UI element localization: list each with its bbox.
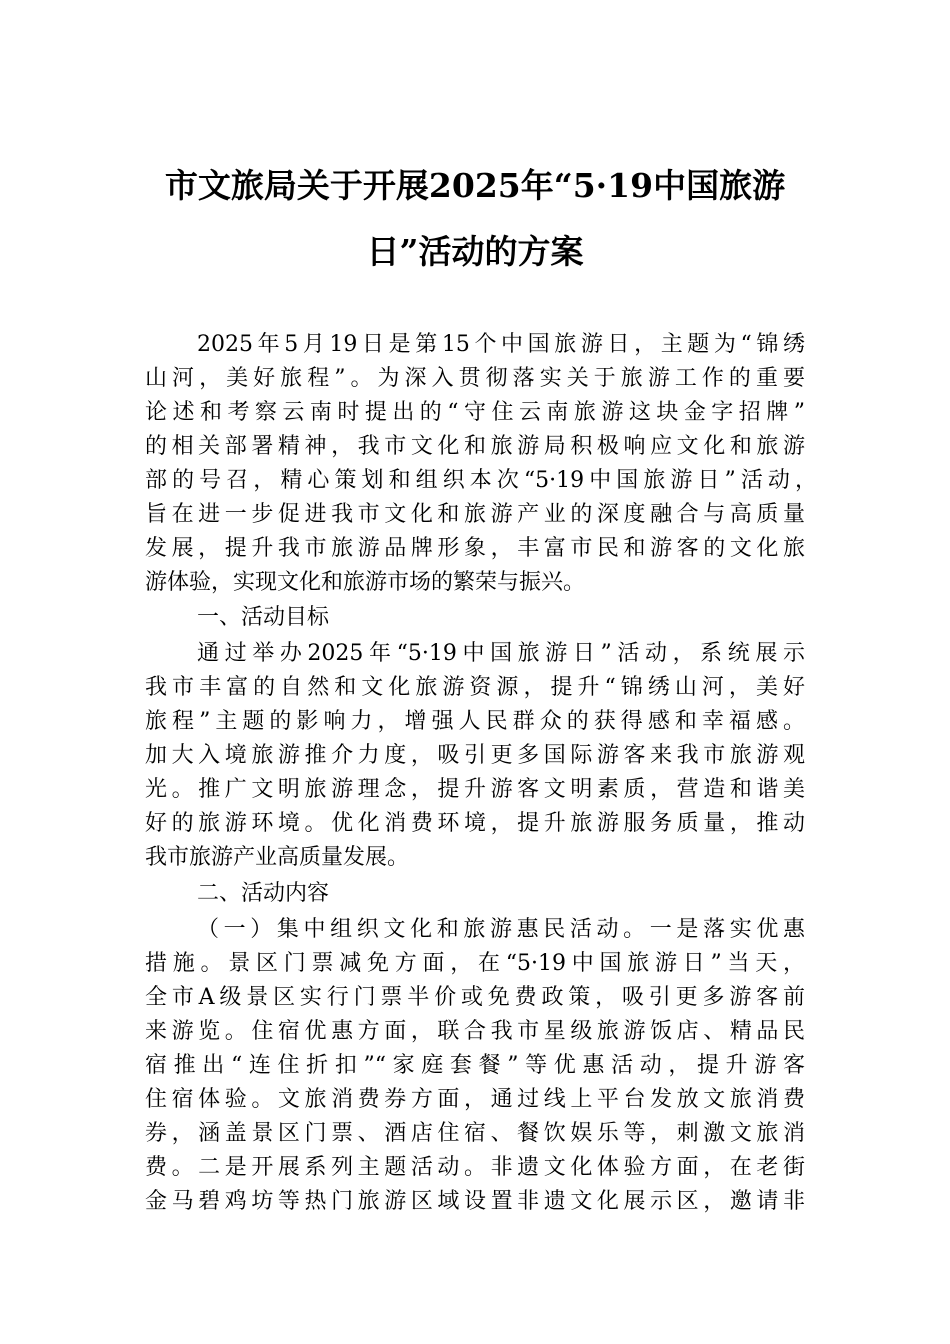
intro-line: 游体验，实现文化和旅游市场的繁荣与振兴。 (145, 570, 586, 595)
section1-line: 光。推广文明旅游理念，提升游客文明素质，营造和谐美 (145, 777, 805, 802)
section2-subsection-first-line (197, 915, 805, 945)
section-heading-goals: 一、活动目标 (197, 605, 330, 630)
subsection-heading: （一）集中组织文化和旅游惠民活动。 (197, 917, 650, 942)
section1-line: 我市旅游产业高质量发展。 (145, 845, 410, 870)
section2-line: 金马碧鸡坊等热门旅游区域设置非遗文化展示区，邀请非 (145, 1189, 805, 1214)
section-heading-content: 二、活动内容 (197, 881, 330, 906)
intro-line: 旨在进一步促进我市文化和旅游产业的深度融合与高质量 (145, 502, 805, 527)
section2-line: 措施。景区门票减免方面，在“5·19中国旅游日”当天， (145, 951, 805, 976)
section2-line: 全市A级景区实行门票半价或免费政策，吸引更多游客前 (145, 985, 805, 1010)
document-title-line-2: 日”活动的方案 (366, 232, 584, 271)
section2-line: 住宿体验。文旅消费券方面，通过线上平台发放文旅消费 (145, 1087, 805, 1112)
intro-line: 2025年5月19日是第15个中国旅游日，主题为“锦绣 (197, 332, 805, 357)
document-title-line-1: 市文旅局关于开展2025年“5·19中国旅游 (164, 166, 786, 205)
intro-line: 论述和考察云南时提出的“守住云南旅游这块金字招牌” (145, 400, 805, 425)
section2-line: 宿推出“连住折扣”“家庭套餐”等优惠活动，提升游客 (145, 1053, 805, 1078)
section1-line: 旅程”主题的影响力，增强人民群众的获得感和幸福感。 (145, 709, 805, 734)
section1-line: 我市丰富的自然和文化旅游资源，提升“锦绣山河，美好 (145, 675, 805, 700)
intro-line: 山河，美好旅程”。为深入贯彻落实关于旅游工作的重要 (145, 366, 805, 391)
intro-line: 发展，提升我市旅游品牌形象，丰富市民和游客的文化旅 (145, 536, 805, 561)
section2-line: 券，涵盖景区门票、酒店住宿、餐饮娱乐等，刺激文旅消 (145, 1121, 805, 1146)
section2-line: 费。二是开展系列主题活动。非遗文化体验方面，在老街 (145, 1155, 805, 1180)
intro-line: 部的号召，精心策划和组织本次“5·19中国旅游日”活动， (145, 468, 817, 493)
section1-line: 好的旅游环境。优化消费环境，提升旅游服务质量，推动 (145, 811, 805, 836)
intro-line: 的相关部署精神，我市文化和旅游局积极响应文化和旅游 (145, 434, 805, 459)
section1-line: 加大入境旅游推介力度，吸引更多国际游客来我市旅游观 (145, 743, 805, 768)
section2-line: 来游览。住宿优惠方面，联合我市星级旅游饭店、精品民 (145, 1019, 805, 1044)
section1-line: 通过举办2025年“5·19中国旅游日”活动，系统展示 (197, 641, 805, 666)
subsection-first-line-rest: 一是落实优惠 (649, 917, 805, 942)
